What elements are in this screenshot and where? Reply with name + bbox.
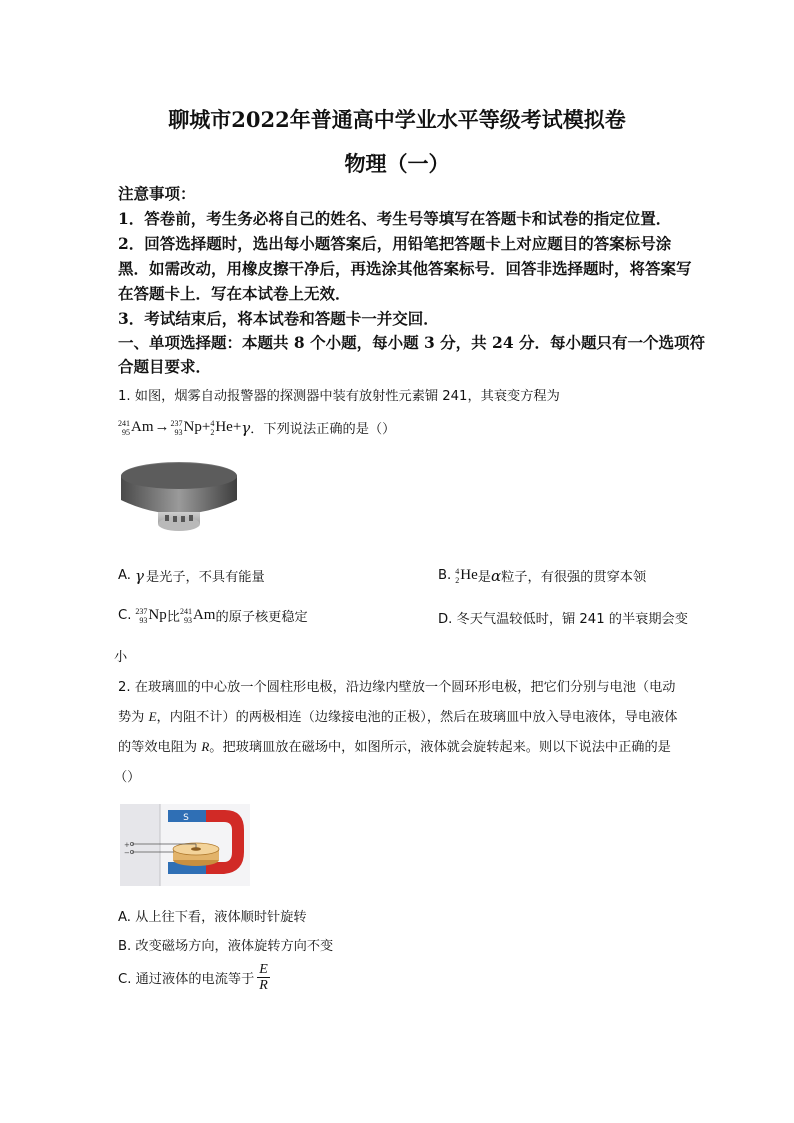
notice-heading: 注意事项： [118, 184, 196, 203]
q2-option-c[interactable]: C. 通过液体的电流等于 $\frac{E}{R}$ [118, 962, 268, 993]
magnet-dish-image [120, 804, 250, 886]
q2-stem-cont2: 的等效电阻为 R。把玻璃皿放在磁场中，如图所示，液体就会旋转起来。则以下说法中正确的是 [118, 739, 671, 755]
q2-option-b[interactable]: B. 改变磁场方向，液体旋转方向不变 [118, 939, 334, 954]
nuclide-he: 4 2 He [210, 418, 233, 437]
section-heading-cont: 合题目要求． [118, 357, 212, 376]
svg-text:−: − [124, 849, 130, 857]
q1-stem: 1. 如图，烟雾自动报警器的探测器中装有放射性元素镅 241，其衰变方程为 [118, 389, 560, 404]
notice-item-1: 1．答卷前，考生务必将自己的姓名、考生号等填写在答题卡和试卷的指定位置． [118, 209, 672, 228]
q1-decay-equation: 241 95 Am → 237 93 Np + 4 2 He + γ ．下列说法正确的是（） [118, 418, 396, 437]
q2-option-a[interactable]: A. 从上往下看，液体顺时针旋转 [118, 910, 307, 925]
fraction-e-over-r: $\frac{E}{R}$ [259, 962, 268, 993]
q1-option-b[interactable]: B. 4 2 He 是 α 粒子，有很强的贯穿本领 [438, 566, 647, 585]
q1-option-d-wrap: 小 [114, 650, 128, 665]
q1-option-a[interactable]: A. γ 是光子，不具有能量 [118, 566, 265, 585]
q2-stem: 2. 在玻璃皿的中心放一个圆柱形电极，沿边缘内壁放一个圆环形电极，把它们分别与电池（电动 [118, 680, 676, 695]
q2-stem-cont: 势为 E，内阻不计）的两极相连（边缘接电池的正极），然后在玻璃皿中放入导电液体，导电液体 [118, 709, 678, 725]
q1-option-c[interactable]: C. 237 93 Np 比 241 93 Am 的原子核更稳定 [118, 606, 308, 625]
section-heading: 一、单项选择题：本题共 8 个小题，每小题 3 分，共 24 分．每小题只有一个选项符 [118, 333, 706, 352]
magnet-pole-label: S [183, 813, 189, 823]
page-title: 聊城市2022年普通高中学业水平等级考试模拟卷 [168, 107, 626, 132]
svg-text:+: + [124, 841, 130, 849]
notice-item-2: 2．回答选择题时，选出每小题答案后，用铅笔把答题卡上对应题目的答案标号涂 [118, 234, 672, 253]
nuclide-am: 241 95 Am [118, 418, 154, 437]
notice-item-2-cont2: 在答题卡上．写在本试卷上无效． [118, 284, 351, 303]
notice-item-3: 3．考试结束后，将本试卷和答题卡一并交回． [118, 309, 439, 328]
nuclide-np: 237 93 Np [170, 418, 202, 437]
notice-item-2-cont: 黑．如需改动，用橡皮擦干净后，再选涂其他答案标号．回答非选择题时，将答案写 [118, 259, 692, 278]
q2-stem-blank: （） [114, 770, 141, 785]
smoke-detector-image [118, 454, 240, 544]
page-subtitle: 物理（一） [344, 151, 450, 176]
q1-option-d[interactable]: D. 冬天气温较低时，镅 241 的半衰期会变 [438, 612, 688, 627]
